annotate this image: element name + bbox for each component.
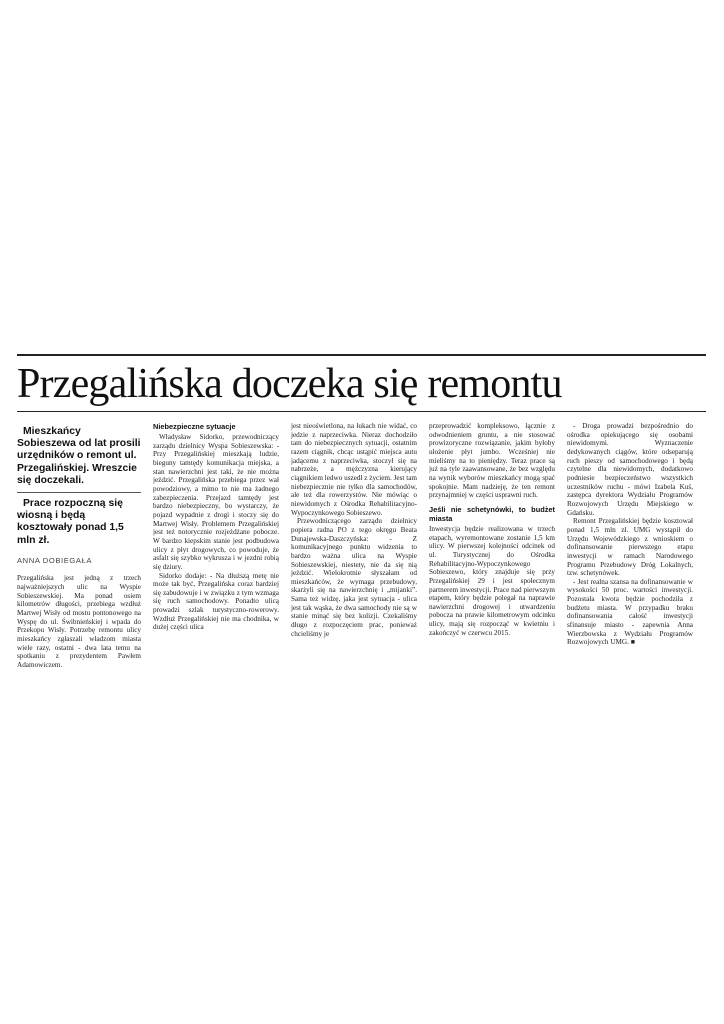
end-mark-icon: ■ [630,639,635,647]
body-paragraph: - Droga prowadzi bezpośrednio do ośrodka opiekującego się osobami niewidomymi. Wyznaczenie dedykowanych ciągów, które odseparują ruch pieszy od samochodowego i będą czytelne dla niewidomych, dodatkowo podniesie bezpieczeństwo wszystkich uczestników ruchu - mówi Izabela Kuś, zastępca dyrektora Wydziału Programów Rozwojowych Urzędu Miejskiego w Gdańsku. [567,422,693,517]
body-paragraph [567,578,693,648]
lead-paragraph-1: Mieszkańcy Sobieszewa od lat prosili urzędników o remont ul. Przegalińskiej. Wreszcie się doczekali. [17,426,141,486]
column-3 [291,422,417,638]
body-paragraph: jest nieoświetlona, na łukach nie widać, co jedzie z naprzeciwka. Nieraz dochodziło tam do niebezpiecznych sytuacji, ostatnim razem ciągnik, chcąc ustąpić miejsca autu jadącemu z naprzeciwka, stoczył się na nabrzeże, a mężczyzna kierujący ciągnikiem ledwo uszedł z życiem. Jest tam niebezpiecznie nie tylko dla samochodów, ale też dla rowerzystów. Nie mówiąc o niewidomych z Ośrodka Rehabilitacyjno-Wypoczynkowego Sobieszewo. [291,422,417,517]
lead-divider [17,492,141,493]
top-rule [17,354,706,356]
body-paragraph: Inwestycja będzie realizowana w trzech etapach, wyremontowane zostanie 1,5 km ulicy. W pierwszej kolejności odcinek od ul. Turystycznej do Ośrodka Rehabilitacyjno-Wypoczynkowego Sobieszewo, który znajduje się przy Przegalińskiej 29 i jest społecznym partnerem inwestycji. Prace nad pierwszym etapem, który będzie polegał na naprawie nawierzchni drogowej i utwardzeniu pobocza na prawie kilometrowym odcinku ulicy, mają się rozpocząć w kwietniu i zakończyć w czerwcu 2015. [429,524,555,637]
body-paragraph: Przewodniczącego zarządu dzielnicy popiera radna PO z tego okręgu Beata Dunajewska-Daszczyńska: - Z komunikacyjnego punktu widzenia to bardzo ważna ulica na Wyspie Sobieszewskiej, niestety, nie da się nią jeździć. Wielokrotnie słyszałam od mieszkańców, że wymaga przebudowy, skarżyli się na nawierzchnię i „mijanki”. Sama też widzę, jaka jest sytuacja - ulica jest tak wąska, że dwa samochody nie są w stanie minąć się bez kolizji. Czekaliśmy długo z rozpoczęciem prac, ponieważ chcieliśmy je [291,517,417,638]
column-5 [567,422,693,648]
headline: Przegalińska doczeka się remontu [17,361,562,407]
body-paragraph: Władysław Sidorko, przewodniczący zarządu dzielnicy Wyspa Sobieszewska: - Przy Przegalińskiej mieszkają ludzie, bieguny tamtędy komunikacja miejska, a stan nawierzchni jest taki, że nie można jeździć. Przegalińska przebiega przez wał powodziowy, a mimo to nie ma żadnego zabezpieczenia. Przejazd tamtędy jest bardzo niebezpieczny, bo wystarczy, że pojazd wypadnie z drogi i stoczy się do Martwej Wisły. Problemem Przegalińskiej jest też notorycznie rozjeżdżane pobocze. W bardzo kiepskim stanie jest podbudowa ulicy z płyt drogowych, co powoduje, że asfalt się szybko wykrusza i w jezdni robią się dziury. [153,433,279,571]
closing-paragraph: - Jest realna szansa na dofinansowanie w wysokości 50 proc. wartości inwestycji. Pozostała kwota będzie pochodziła z budżetu miasta. W przypadku braku dofinansowania całość inwestycji sfinansuje miasto - zapewnia Anna Wierzbowska z Wydziału Programów Rozwojowych UMG. [567,577,693,647]
subheading-city-budget: Jeśli nie schetynówki, to budżet miasta [429,504,555,523]
lead-paragraph-2: Prace rozpoczną się wiosną i będą kosztowały ponad 1,5 mln zł. [17,498,124,546]
headline-rule [17,411,706,412]
column-4 [429,422,555,637]
subheading-dangerous-situations: Niebezpieczne sytuacje [153,422,236,431]
byline: ANNA DOBIEGAŁA [17,555,93,565]
body-paragraph: Remont Przegalińskiej będzie kosztował ponad 1,5 mln zł. UMG wystąpił do Urzędu Wojewódzkiego z wnioskiem o dofinansowanie pierwszego etapu inwestycji w ramach Narodowego Programu Przebudowy Dróg Lokalnych, tzw. schetynówek. [567,517,693,578]
body-paragraph: przeprowadzić kompleksowo, łącznie z odwodnieniem gruntu, a nie stosować prowizoryczne rozwiązanie, jakim byłoby ułożenie płyt jumbo. Wcześniej nie mieliśmy na to pieniędzy. Teraz prace są już na tyle zaawansowane, że bez względu na wynik wyborów mieszkańcy mogą spać spokojnie. Mam nadzieję, że ten remont przynajmniej w części usprawni ruch. [429,422,555,500]
column-2 [153,422,279,632]
body-paragraph: Przegalińska jest jedną z trzech najważniejszych ulic na Wyspie Sobieszewskiej. Ma ponad osiem kilometrów długości, przebiega wzdłuż Martwej Wisły od mostu pontonowego na Wyspę do ul. Świbnieńskiej i wpada do Przekopu Wisły. Potrzebę remontu ulicy mieszkańcy zgłaszali władzom miasta wiele razy, ostatni - dwa lata temu na spotkaniu z prezydentem Pawłem Adamowiczem. [17,574,141,670]
body-paragraph: Sidorko dodaje: - Na dłuższą metę nie może tak być, Przegalińska coraz bardziej się zabudowuje i w związku z tym wzmaga się ruch samochodowy. Ponadto ulicą prowadzi szlak turystyczno-rowerowy. Wzdłuż Przegalińskiej nie ma chodnika, w dużej części ulica [153,571,279,632]
column-1 [17,426,141,670]
